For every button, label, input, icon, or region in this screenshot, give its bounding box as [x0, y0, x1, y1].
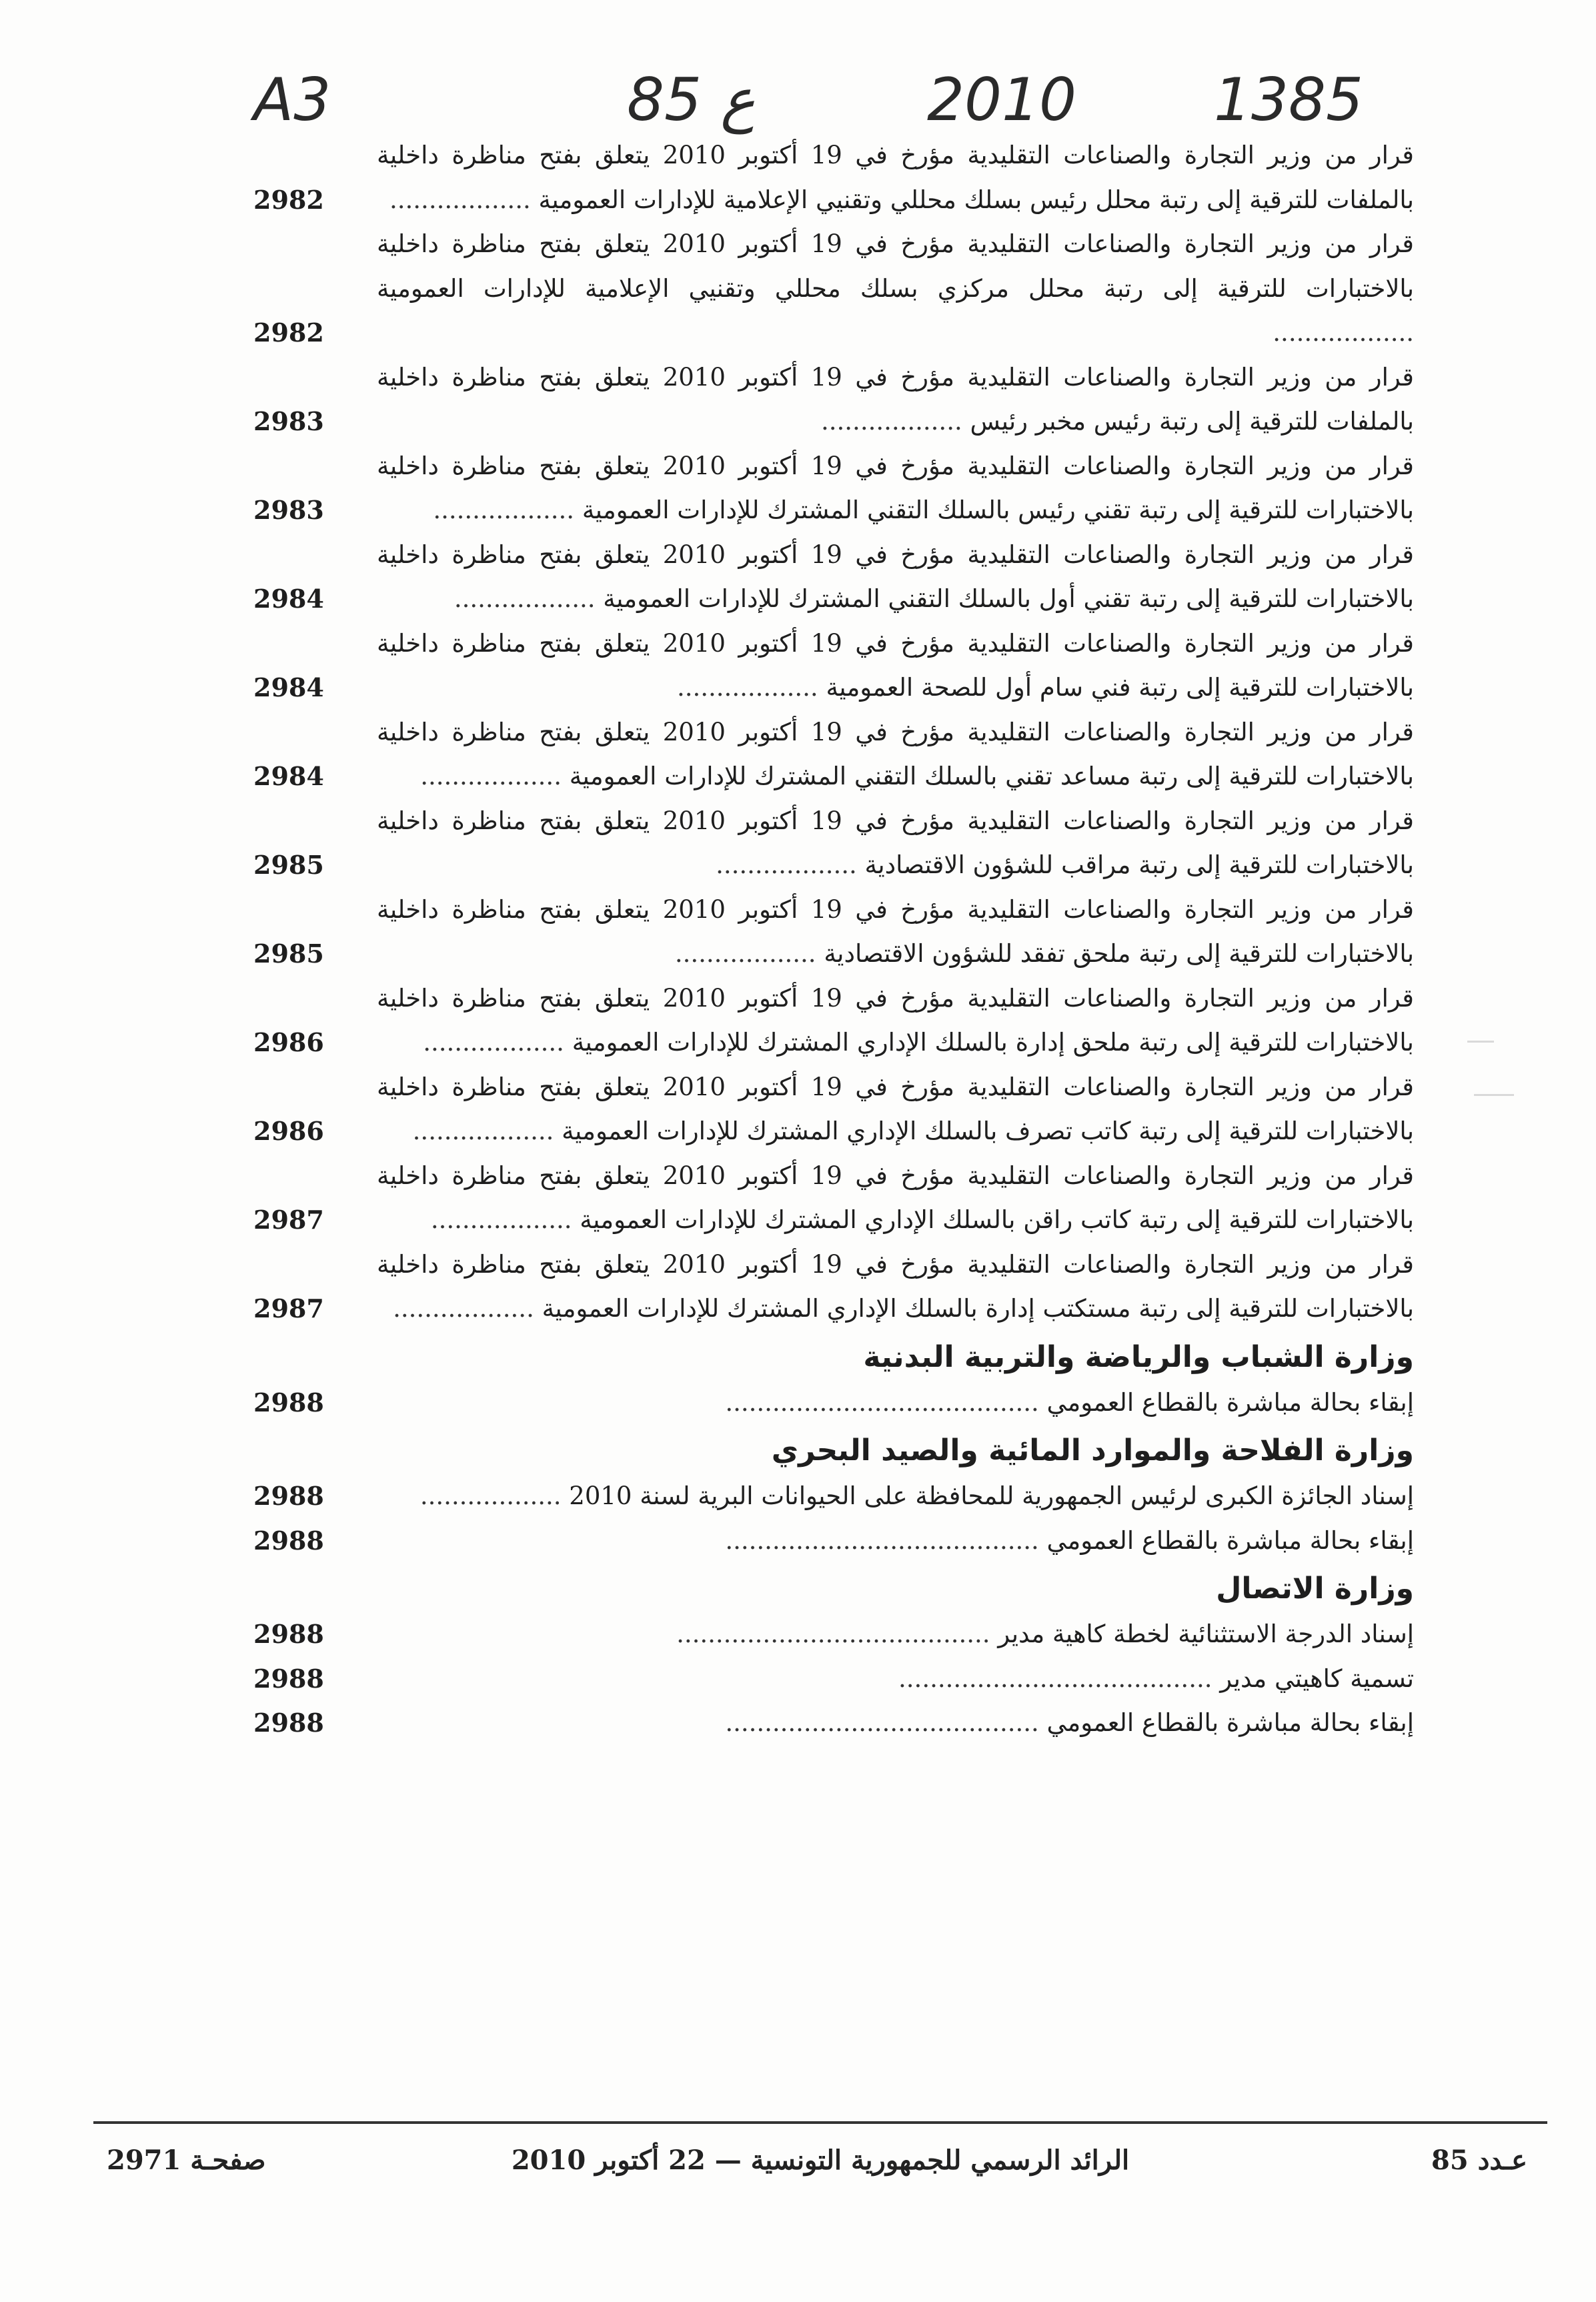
- leader-dots: ........................................: [725, 1387, 1047, 1417]
- toc-page-number: 2988: [253, 1619, 324, 1649]
- handwritten-header: [253, 53, 1363, 147]
- leader-dots: ..................: [1273, 318, 1414, 347]
- toc-page-number: 2988: [253, 1525, 324, 1556]
- toc-entry[interactable]: [253, 977, 1414, 1065]
- toc-page-number: 2985: [253, 850, 324, 880]
- toc-page-number: 2984: [253, 761, 324, 791]
- toc-entry-title: قرار من وزير التجارة والصناعات التقليدية مؤرخ في 19 أكتوبر 2010 يتعلق بفتح مناظرة داخلية بالاختبارات للترقية إلى رتبة ملحق تفقد للشؤون الاقتصادية: [377, 895, 1414, 968]
- toc-page-number: 2986: [253, 1027, 324, 1057]
- handwritten-number: 1385: [1214, 65, 1363, 134]
- toc-entry-text: [377, 1474, 1414, 1519]
- footer-publication: الرائد الرسمي للجمهورية التونسية — 22 أكتوبر 2010: [511, 2145, 1130, 2176]
- toc-entry-title: إبقاء بحالة مباشرة بالقطاع العمومي: [1046, 1708, 1414, 1737]
- toc-entry-text: [377, 1381, 1414, 1425]
- leader-dots: ........................................: [725, 1526, 1047, 1555]
- toc-entry[interactable]: [253, 1154, 1414, 1243]
- toc-page-number: 2987: [253, 1293, 324, 1323]
- toc-page-number: 2982: [253, 318, 324, 348]
- toc-entry[interactable]: [253, 222, 1414, 356]
- toc-entry-title: قرار من وزير التجارة والصناعات التقليدية مؤرخ في 19 أكتوبر 2010 يتعلق بفتح مناظرة داخلية بالاختبارات للترقية إلى رتبة محلل مركزي بسلك محللي وتقنيي الإعلامية للإدارات العمومية: [377, 229, 1414, 303]
- leader-dots: ..................: [420, 1482, 570, 1510]
- toc-entry-title: قرار من وزير التجارة والصناعات التقليدية مؤرخ في 19 أكتوبر 2010 يتعلق بفتح مناظرة داخلية بالاختبارات للترقية إلى رتبة تقني أول بالسلك التقني المشترك للإدارات العمومية: [377, 540, 1414, 613]
- ministry-heading: وزارة الشباب والرياضة والتربية البدنية: [863, 1339, 1414, 1374]
- toc-entry-title: قرار من وزير التجارة والصناعات التقليدية مؤرخ في 19 أكتوبر 2010 يتعلق بفتح مناظرة داخلية بالاختبارات للترقية إلى رتبة كاتب راقن بالسلك الإداري المشترك للإدارات العمومية: [377, 1161, 1414, 1234]
- toc-entry-text: [377, 356, 1414, 444]
- table-of-contents: [253, 133, 1414, 2068]
- toc-entry-title: إبقاء بحالة مباشرة بالقطاع العمومي: [1046, 1526, 1414, 1555]
- toc-entry[interactable]: [253, 1381, 1414, 1425]
- toc-entry-text: [377, 1154, 1414, 1243]
- toc-entry-title: قرار من وزير التجارة والصناعات التقليدية مؤرخ في 19 أكتوبر 2010 يتعلق بفتح مناظرة داخلية بالملفات للترقية إلى رتبة رئيس مخبر رئيس: [377, 362, 1414, 436]
- ministry-heading: وزارة الفلاحة والموارد المائية والصيد البحري: [771, 1433, 1414, 1468]
- leader-dots: ..................: [716, 850, 865, 879]
- handwritten-notes: [253, 53, 1363, 147]
- toc-entry[interactable]: [253, 356, 1414, 444]
- toc-page-number: 2988: [253, 1387, 324, 1417]
- toc-entry-text: [377, 133, 1414, 222]
- toc-entry-text: [377, 533, 1414, 622]
- toc-entry[interactable]: [253, 1612, 1414, 1657]
- toc-entry-text: [377, 799, 1414, 888]
- toc-entry[interactable]: [253, 622, 1414, 710]
- toc-entry-text: [377, 1701, 1414, 1746]
- leader-dots: ........................................: [676, 1620, 998, 1648]
- toc-entry-text: [377, 1519, 1414, 1564]
- toc-entry-title: قرار من وزير التجارة والصناعات التقليدية مؤرخ في 19 أكتوبر 2010 يتعلق بفتح مناظرة داخلية بالاختبارات للترقية إلى رتبة ملحق إدارة بالسلك الإداري المشترك للإدارات العمومية: [377, 983, 1414, 1057]
- toc-entry-title: قرار من وزير التجارة والصناعات التقليدية مؤرخ في 19 أكتوبر 2010 يتعلق بفتح مناظرة داخلية بالاختبارات للترقية إلى رتبة مستكتب إدارة بالسلك الإداري المشترك للإدارات العمومية: [377, 1249, 1414, 1323]
- toc-entry-title: إبقاء بحالة مباشرة بالقطاع العمومي: [1046, 1387, 1414, 1417]
- toc-entry-text: [377, 222, 1414, 356]
- leader-dots: ..................: [423, 1028, 572, 1057]
- leader-dots: ..................: [821, 407, 970, 436]
- toc-page-number: 2988: [253, 1708, 324, 1738]
- leader-dots: ..................: [412, 1117, 562, 1145]
- footer-page-number: صفحـة 2971: [107, 2145, 266, 2176]
- footer-rule: [93, 2121, 1547, 2124]
- leader-dots: ..................: [454, 584, 604, 613]
- toc-entry[interactable]: [253, 133, 1414, 222]
- toc-entry-title: قرار من وزير التجارة والصناعات التقليدية مؤرخ في 19 أكتوبر 2010 يتعلق بفتح مناظرة داخلية بالملفات للترقية إلى رتبة محلل رئيس بسلك محللي وتقنيي الإعلامية للإدارات العمومية: [377, 141, 1414, 214]
- toc-entry-text: [377, 710, 1414, 799]
- handwritten-year: 2010: [927, 65, 1076, 134]
- toc-page-number: 2985: [253, 939, 324, 969]
- toc-entry-title: إسناد الدرجة الاستثنائية لخطة كاهية مدير: [998, 1620, 1414, 1648]
- toc-entry-title: إسناد الجائزة الكبرى لرئيس الجمهورية للمحافظة على الحيوانات البرية لسنة 2010: [569, 1482, 1414, 1510]
- toc-entry-text: [377, 1065, 1414, 1154]
- toc-entry[interactable]: [253, 1657, 1414, 1702]
- toc-page-number: 2984: [253, 672, 324, 702]
- toc-entry-text: [377, 622, 1414, 710]
- toc-entry-title: قرار من وزير التجارة والصناعات التقليدية مؤرخ في 19 أكتوبر 2010 يتعلق بفتح مناظرة داخلية بالاختبارات للترقية إلى رتبة مراقب للشؤون الاقتصادية: [377, 806, 1414, 879]
- leader-dots: ..................: [430, 1205, 580, 1234]
- toc-entry[interactable]: [253, 799, 1414, 888]
- leader-dots: ........................................: [725, 1708, 1047, 1737]
- toc-entry[interactable]: [253, 444, 1414, 533]
- handwritten-issue: 85 ع: [627, 65, 756, 134]
- toc-page-number: 2983: [253, 495, 324, 525]
- leader-dots: ..................: [389, 185, 539, 214]
- toc-entry-title: قرار من وزير التجارة والصناعات التقليدية مؤرخ في 19 أكتوبر 2010 يتعلق بفتح مناظرة داخلية بالاختبارات للترقية إلى رتبة كاتب تصرف بالسلك الإداري المشترك للإدارات العمومية: [377, 1072, 1414, 1145]
- leader-dots: ........................................: [898, 1664, 1221, 1693]
- leader-dots: ..................: [420, 762, 570, 790]
- handwritten-ref: A3: [253, 65, 331, 134]
- footer-issue: عـدد 85: [1431, 2145, 1527, 2176]
- leader-dots: ..................: [676, 673, 826, 702]
- toc-page-number: 2983: [253, 406, 324, 436]
- toc-entry[interactable]: [253, 710, 1414, 799]
- toc-page-number: 2986: [253, 1116, 324, 1146]
- toc-entry-title: قرار من وزير التجارة والصناعات التقليدية مؤرخ في 19 أكتوبر 2010 يتعلق بفتح مناظرة داخلية بالاختبارات للترقية إلى رتبة مساعد تقني بالسلك التقني المشترك للإدارات العمومية: [377, 717, 1414, 790]
- toc-page-number: 2988: [253, 1663, 324, 1694]
- toc-entry[interactable]: [253, 1243, 1414, 1331]
- toc-page-number: 2987: [253, 1205, 324, 1235]
- toc-entry[interactable]: [253, 1519, 1414, 1564]
- leader-dots: ..................: [393, 1294, 542, 1323]
- toc-entry-title: قرار من وزير التجارة والصناعات التقليدية مؤرخ في 19 أكتوبر 2010 يتعلق بفتح مناظرة داخلية بالاختبارات للترقية إلى رتبة تقني رئيس بالسلك التقني المشترك للإدارات العمومية: [377, 451, 1414, 524]
- leader-dots: ..................: [674, 939, 824, 968]
- ministry-heading: وزارة الاتصال: [1216, 1572, 1414, 1606]
- toc-entry-text: [377, 1612, 1414, 1657]
- leader-dots: ..................: [433, 496, 582, 524]
- toc-entry-text: [377, 888, 1414, 977]
- toc-entry-title: قرار من وزير التجارة والصناعات التقليدية مؤرخ في 19 أكتوبر 2010 يتعلق بفتح مناظرة داخلية بالاختبارات للترقية إلى رتبة فني سام أول للصحة العمومية: [377, 628, 1414, 702]
- toc-entry[interactable]: [253, 1474, 1414, 1519]
- toc-entry[interactable]: [253, 1065, 1414, 1154]
- toc-entry[interactable]: [253, 888, 1414, 977]
- toc-entry-title: تسمية كاهيتي مدير: [1220, 1664, 1414, 1693]
- toc-entry[interactable]: [253, 1701, 1414, 1746]
- toc-page-number: 2988: [253, 1481, 324, 1511]
- toc-entry-text: [377, 1657, 1414, 1702]
- scan-artifact: [1474, 1094, 1514, 1096]
- toc-page-number: 2984: [253, 584, 324, 614]
- toc-entry[interactable]: [253, 533, 1414, 622]
- toc-entry-text: [377, 977, 1414, 1065]
- scan-artifact: [1467, 1041, 1494, 1043]
- toc-page-number: 2982: [253, 184, 324, 215]
- page-footer: [93, 2145, 1547, 2198]
- toc-entry-text: [377, 444, 1414, 533]
- toc-entry-text: [377, 1243, 1414, 1331]
